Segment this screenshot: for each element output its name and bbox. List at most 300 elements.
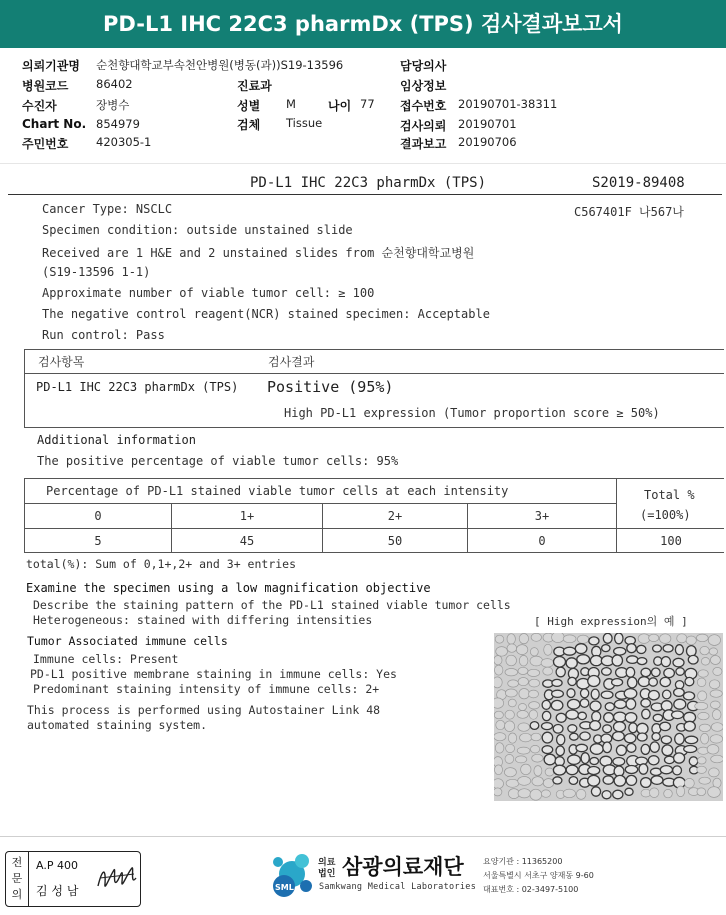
tumor-cell-outline: [663, 690, 671, 699]
tumor-cell-outline: [641, 778, 651, 788]
age-label: 나이: [328, 99, 352, 113]
total-sublabel: (=100%): [640, 508, 691, 522]
tumor-cell-outline: [625, 734, 636, 743]
tumor-cell-outline: [517, 747, 530, 754]
stamp-name: 김 성 남: [36, 884, 79, 898]
tumor-cell-outline: [552, 633, 565, 643]
specimen-label: 검체: [237, 118, 261, 132]
tumor-cell-outline: [552, 690, 564, 697]
tumor-cell-outline: [576, 789, 586, 799]
report-number: S2019-89408: [592, 175, 685, 191]
stamp-code: A.P 400: [36, 859, 78, 872]
tumor-cell-outline: [531, 733, 541, 741]
tumor-cell-outline: [613, 732, 625, 741]
tumor-cell-outline: [505, 710, 514, 719]
viable-tumor-cell-line: Approximate number of viable tumor cell: ≥ 100: [42, 286, 375, 300]
tumor-cell-outline: [580, 732, 590, 740]
tumor-cell-outline: [543, 779, 553, 788]
tumor-cell-outline: [664, 668, 675, 677]
tumor-cell-outline: [614, 722, 626, 732]
process-line-1: This process is performed using Autostainer Link 48: [27, 703, 381, 717]
result-table-top: [24, 349, 724, 350]
tumor-cell-outline: [534, 766, 542, 776]
tumor-cell-outline: [577, 655, 590, 664]
tumor-cell-outline: [541, 790, 550, 797]
tumor-cell-outline: [544, 644, 552, 655]
tumor-cell-outline: [641, 744, 650, 754]
tumor-cell-outline: [602, 668, 612, 676]
tumor-cell-outline: [675, 681, 683, 689]
tumor-cell-outline: [553, 725, 563, 734]
additional-info-title: Additional information: [37, 433, 196, 447]
tumor-cell-outline: [615, 633, 623, 644]
tumor-cell-outline: [590, 721, 601, 731]
tumor-cell-outline: [698, 670, 708, 677]
intensity-table-title-bottom: [24, 503, 616, 504]
total-note: total(%): Sum of 0,1+,2+ and 3+ entries: [26, 557, 297, 571]
tumor-cell-outline: [518, 777, 531, 786]
tumor-cell-outline: [695, 702, 708, 709]
tumor-cell-outline: [551, 700, 563, 710]
tumor-cell-outline: [589, 637, 599, 645]
tumor-cell-outline: [505, 721, 515, 732]
tumor-cell-outline: [686, 636, 696, 645]
sex-value: M: [286, 97, 296, 111]
tumor-cell-outline: [673, 766, 682, 775]
result-item: PD-L1 IHC 22C3 pharmDx (TPS): [36, 380, 239, 394]
tumor-cell-outline: [637, 658, 647, 665]
age-value: 77: [360, 97, 375, 111]
tumor-cell-outline: [590, 656, 602, 666]
tumor-cell-outline: [494, 677, 502, 688]
tumor-cell-outline: [590, 758, 599, 765]
tumor-cell-outline: [653, 714, 662, 721]
tumor-cell-outline: [649, 691, 660, 700]
tumor-cell-outline: [698, 691, 707, 701]
tumor-cell-outline: [588, 775, 600, 786]
received-slides-line: Received are 1 H&E and 2 unstained slides from 순천향대학교병원: [42, 246, 475, 260]
tumor-cell-outline: [563, 789, 575, 798]
stamp-label: 전문의: [11, 856, 23, 901]
immune-line-2: PD-L1 positive membrane staining in immune cells: Yes: [30, 667, 397, 681]
tumor-cell-outline: [641, 668, 651, 676]
resident-number-value: 420305-1: [96, 135, 152, 149]
intensity-total-value: 100: [660, 534, 682, 548]
cancer-type-line: Cancer Type: NSCLC: [42, 202, 173, 216]
department-label: 진료과: [237, 79, 272, 93]
intensity-header-0: 0: [94, 509, 102, 523]
tumor-cell-outline: [506, 655, 517, 666]
result-detail: High PD-L1 expression (Tumor proportion score ≥ 50%): [284, 406, 660, 420]
tumor-cell-outline: [684, 721, 695, 731]
tumor-cell-outline: [552, 679, 562, 686]
requesting-institution-label: 의뢰기관명: [22, 59, 80, 73]
tumor-cell-outline: [648, 756, 659, 765]
tumor-cell-outline: [603, 725, 612, 733]
intensity-value-0: 5: [94, 534, 102, 548]
tumor-cell-outline: [496, 647, 508, 657]
tumor-cell-outline: [495, 635, 504, 643]
tumor-cell-outline: [709, 648, 717, 655]
tumor-cell-outline: [568, 699, 580, 709]
tumor-cell-outline: [518, 723, 530, 731]
intensity-header-2plus: 2+: [387, 509, 403, 523]
tumor-cell-outline: [625, 713, 637, 723]
tumor-cell-outline: [637, 733, 647, 741]
tumor-cell-outline: [529, 679, 540, 687]
tumor-cell-outline: [688, 655, 698, 664]
tumor-cell-outline: [675, 645, 683, 655]
tumor-cell-outline: [588, 676, 600, 687]
tumor-cell-outline: [528, 669, 540, 676]
tumor-cell-outline: [684, 746, 697, 753]
tumor-cell-outline: [713, 667, 722, 675]
intensity-table-header-bottom: [24, 528, 724, 529]
tumor-cell-outline: [675, 733, 684, 744]
tumor-cell-outline: [700, 646, 709, 654]
tumor-cell-outline: [556, 713, 566, 722]
patient-name-value: 장병수: [96, 98, 130, 112]
tumor-cell-outline: [519, 704, 527, 711]
examine-line-1: Describe the staining pattern of the PD-L1 stained viable tumor cells: [33, 598, 511, 612]
tumor-cell-outline: [626, 699, 636, 710]
result-table-header-bottom: [24, 373, 724, 374]
clinical-info-label: 임상정보: [400, 79, 447, 93]
result-table-left: [24, 349, 25, 428]
tumor-cell-outline: [577, 635, 588, 643]
tumor-cell-outline: [650, 742, 659, 752]
tumor-cell-outline: [495, 665, 503, 675]
tumor-cell-outline: [531, 633, 541, 641]
tumor-cell-outline: [520, 733, 532, 742]
tumor-cell-outline: [627, 644, 636, 653]
tumor-cell-outline: [494, 733, 506, 741]
tumor-cell-outline: [532, 754, 543, 762]
image-caption: [ High expression의 예 ]: [534, 615, 688, 628]
tumor-cell-outline: [642, 709, 650, 719]
tumor-cell-outline: [713, 778, 721, 788]
tumor-cell-outline: [529, 702, 540, 709]
tumor-cell-outline: [542, 732, 552, 743]
report-title: PD-L1 IHC 22C3 pharmDx (TPS) 검사결과보고서: [103, 12, 623, 36]
contact-line-3: 대표번호 : 02-3497-5100: [483, 885, 579, 894]
tumor-cell-outline: [521, 764, 531, 775]
tumor-cell-outline: [651, 776, 663, 785]
tumor-cell-outline: [518, 667, 528, 674]
tumor-cell-outline: [649, 678, 658, 686]
tumor-cell-outline: [638, 677, 649, 687]
tumor-cell-outline: [544, 754, 556, 765]
tumor-cell-outline: [495, 765, 503, 775]
total-label: Total %: [644, 488, 695, 502]
result-table-bottom: [24, 427, 724, 428]
report-date-label: 결과보고: [400, 137, 447, 151]
tumor-cell-outline: [506, 779, 519, 787]
tumor-cell-outline: [505, 689, 517, 697]
tumor-cell-outline: [709, 680, 719, 689]
tumor-cell-outline: [568, 725, 577, 733]
tumor-cell-outline: [554, 657, 566, 668]
tumor-cell-outline: [494, 656, 502, 665]
tumor-cell-outline: [674, 699, 686, 709]
tumor-cell-outline: [507, 634, 515, 645]
tumor-cell-outline: [519, 655, 528, 666]
tumor-cell-outline: [563, 635, 576, 643]
tumor-cell-outline: [685, 736, 698, 743]
tumor-cell-outline: [672, 711, 684, 719]
tumor-cell-outline: [674, 753, 685, 763]
examine-title: Examine the specimen using a low magnification objective: [26, 581, 431, 595]
immune-line-1: Immune cells: Present: [33, 652, 179, 666]
tumor-cell-outline: [665, 756, 675, 763]
tumor-cell-outline: [570, 733, 579, 740]
tumor-cell-outline: [707, 745, 719, 755]
tumor-cell-outline: [515, 756, 526, 763]
tumor-cell-outline: [566, 765, 578, 775]
tumor-cell-outline: [580, 699, 589, 707]
tumor-cell-outline: [556, 746, 564, 756]
tumor-cell-outline: [625, 788, 633, 795]
tumor-cell-outline: [660, 677, 670, 686]
tumor-cell-outline: [532, 777, 544, 786]
tumor-cell-outline: [624, 689, 637, 699]
info-separator: [0, 163, 726, 164]
tumor-cell-outline: [699, 777, 711, 784]
tumor-cell-outline: [601, 691, 613, 698]
tumor-cell-outline: [614, 712, 627, 722]
tumor-cell-outline: [697, 678, 706, 687]
tumor-cell-outline: [553, 777, 562, 784]
process-line-2: automated staining system.: [27, 718, 208, 732]
tumor-cell-outline: [677, 634, 687, 643]
tumor-cell-outline: [710, 656, 720, 665]
tumor-cell-outline: [516, 645, 527, 655]
tumor-cell-outline: [563, 647, 575, 655]
tumor-cell-outline: [505, 754, 514, 763]
tumor-cell-outline: [683, 692, 694, 700]
tumor-cell-outline: [660, 766, 672, 774]
pathologist-stamp: [5, 851, 141, 907]
tumor-cell-outline: [581, 689, 589, 698]
tumor-cell-outline: [542, 711, 550, 720]
tumor-cell-outline: [689, 757, 697, 766]
tumor-cell-outline: [625, 766, 637, 774]
tumor-cell-outline: [614, 700, 626, 708]
slide-id-line: (S19-13596 1-1): [42, 265, 151, 279]
microscopy-image-drawing: [494, 633, 723, 801]
tumor-cell-outline: [508, 699, 516, 707]
attending-physician-label: 담당의사: [400, 59, 447, 73]
org-prefix-top: 의료: [318, 858, 336, 868]
tumor-cell-outline: [519, 689, 529, 699]
tumor-cell-outline: [576, 744, 587, 751]
tumor-cell-outline: [567, 689, 575, 698]
sml-logo-icon: [262, 850, 320, 904]
tumor-cell-outline: [545, 768, 554, 776]
tumor-cell-outline: [504, 768, 516, 777]
tumor-cell-outline: [605, 703, 614, 711]
tumor-cell-outline: [569, 777, 578, 785]
tumor-cell-outline: [568, 755, 581, 764]
result-col-result: 검사결과: [268, 355, 315, 369]
tumor-cell-outline: [531, 745, 540, 753]
tumor-cell-outline: [613, 790, 623, 799]
tumor-cell-outline: [590, 744, 603, 755]
intensity-header-3plus: 3+: [534, 509, 550, 523]
patient-name-label: 수진자: [22, 99, 57, 113]
tumor-cell-outline: [496, 720, 505, 729]
org-name: 삼광의료재단: [342, 855, 464, 879]
chart-no-value: 854979: [96, 117, 140, 131]
tumor-cell-outline: [588, 767, 600, 775]
org-prefix-bottom: 법인: [318, 869, 336, 879]
tumor-cell-outline: [687, 646, 697, 657]
additional-info-text: The positive percentage of viable tumor cells: 95%: [37, 454, 399, 468]
immune-line-3: Predominant staining intensity of immune cells: 2+: [33, 682, 380, 696]
tumor-cell-outline: [708, 787, 721, 798]
tumor-cell-outline: [676, 668, 684, 676]
tumor-cell-outline: [710, 701, 720, 709]
report-date-value: 20190706: [458, 135, 517, 149]
run-control-line: Run control: Pass: [42, 328, 165, 342]
tumor-cell-outline: [639, 764, 648, 774]
tumor-cell-outline: [541, 659, 553, 668]
tumor-cell-outline: [673, 658, 684, 667]
tumor-cell-outline: [518, 789, 531, 798]
signature-icon: [96, 860, 138, 896]
request-date-value: 20190701: [458, 117, 517, 131]
tumor-cell-outline: [566, 658, 577, 668]
tumor-cell-outline: [603, 776, 613, 784]
tumor-cell-outline: [662, 745, 673, 756]
result-value: Positive (95%): [267, 378, 394, 396]
resident-number-label: 주민번호: [22, 137, 69, 151]
intensity-value-3plus: 0: [538, 534, 546, 548]
tumor-cell-outline: [591, 787, 600, 796]
hospital-code-value: 86402: [96, 77, 133, 91]
tumor-cell-outline: [557, 735, 565, 745]
request-date-label: 검사의뢰: [400, 119, 447, 133]
tumor-cell-outline: [530, 722, 539, 730]
microscopy-image: [494, 633, 723, 801]
tumor-cell-outline: [566, 710, 579, 719]
tumor-cell-outline: [507, 644, 517, 652]
tumor-cell-outline: [494, 698, 504, 708]
tumor-cell-outline: [604, 713, 614, 723]
tumor-cell-outline: [698, 712, 709, 719]
tumor-cell-outline: [637, 645, 646, 653]
tumor-cell-outline: [710, 735, 723, 743]
tumor-cell-outline: [627, 744, 636, 753]
tumor-cell-outline: [581, 753, 589, 764]
sml-badge-text: SML: [275, 883, 294, 892]
tumor-cell-outline: [506, 744, 515, 752]
tumor-cell-outline: [575, 644, 587, 654]
tumor-cell-outline: [530, 656, 543, 666]
tumor-cell-outline: [603, 742, 612, 753]
tumor-cell-outline: [663, 645, 673, 652]
tumor-cell-outline: [710, 690, 722, 697]
tumor-cell-outline: [664, 789, 673, 797]
tumor-cell-outline: [495, 743, 504, 753]
tumor-cell-outline: [542, 746, 553, 754]
tumor-cell-outline: [661, 657, 670, 667]
tumor-cell-outline: [517, 711, 528, 719]
tumor-cell-outline: [697, 788, 706, 796]
tumor-cell-outline: [652, 733, 660, 741]
tumor-cell-outline: [612, 679, 623, 686]
contact-line-2: 서울특별시 서초구 양재동 9-60: [483, 871, 594, 880]
intensity-table-top: [24, 478, 724, 479]
report-test-name: PD-L1 IHC 22C3 pharmDx (TPS): [250, 175, 487, 191]
tumor-cell-outline: [494, 711, 503, 719]
tumor-cell-outline: [568, 677, 576, 685]
intensity-value-1plus: 45: [239, 534, 255, 548]
tumor-cell-outline: [613, 758, 625, 766]
report-code: C567401F 나567나: [574, 205, 684, 219]
tumor-cell-outline: [542, 723, 553, 730]
tumor-cell-outline: [553, 765, 565, 775]
tumor-cell-outline: [614, 775, 626, 786]
contact-line-1: 요양기관 : 11365200: [483, 857, 563, 866]
tumor-cell-outline: [711, 723, 723, 732]
specimen-condition-line: Specimen condition: outside unstained slide: [42, 223, 353, 237]
tumor-cell-outline: [578, 712, 586, 719]
tumor-cell-outline: [677, 786, 685, 797]
chart-no-label: Chart No.: [22, 117, 87, 131]
tumor-cell-outline: [519, 634, 528, 644]
tumor-cell-outline: [660, 722, 671, 730]
tumor-cell-outline: [556, 667, 565, 677]
tumor-cell-outline: [641, 699, 651, 707]
tumor-cell-outline: [591, 689, 599, 699]
tumor-cell-outline: [697, 766, 707, 773]
tumor-cell-outline: [708, 635, 720, 646]
tumor-cell-outline: [603, 633, 612, 643]
tumor-cell-outline: [685, 677, 694, 685]
tumor-cell-outline: [590, 701, 601, 711]
tumor-cell-outline: [653, 645, 662, 652]
tumor-cell-outline: [629, 723, 637, 733]
tumor-cell-outline: [701, 733, 709, 744]
tumor-cell-outline: [712, 710, 721, 720]
tumor-cell-outline: [616, 745, 626, 755]
tumor-cell-outline: [612, 655, 622, 666]
tumor-cell-outline: [628, 677, 637, 688]
intensity-header-1plus: 1+: [239, 509, 255, 523]
tumor-cell-outline: [627, 656, 638, 664]
intensity-value-2plus: 50: [387, 534, 403, 548]
sex-label: 성별: [237, 99, 261, 113]
specimen-value: Tissue: [286, 116, 323, 130]
tumor-cell-outline: [674, 688, 685, 696]
tumor-cell-outline: [709, 768, 720, 777]
tumor-cell-outline: [543, 667, 553, 675]
intensity-table-bottom: [24, 552, 724, 553]
tumor-cell-outline: [661, 736, 671, 744]
tumor-cell-outline: [614, 648, 626, 656]
tumor-cell-outline: [711, 755, 723, 763]
tumor-cell-outline: [508, 733, 516, 743]
tumor-cell-outline: [685, 778, 695, 788]
tumor-cell-outline: [660, 634, 671, 644]
tumor-cell-outline: [518, 678, 528, 686]
tumor-cell-outline: [529, 690, 539, 698]
tumor-cell-outline: [530, 648, 538, 656]
tumor-cell-outline: [649, 634, 659, 641]
tumor-cell-outline: [494, 779, 504, 789]
tumor-cell-outline: [602, 791, 611, 799]
